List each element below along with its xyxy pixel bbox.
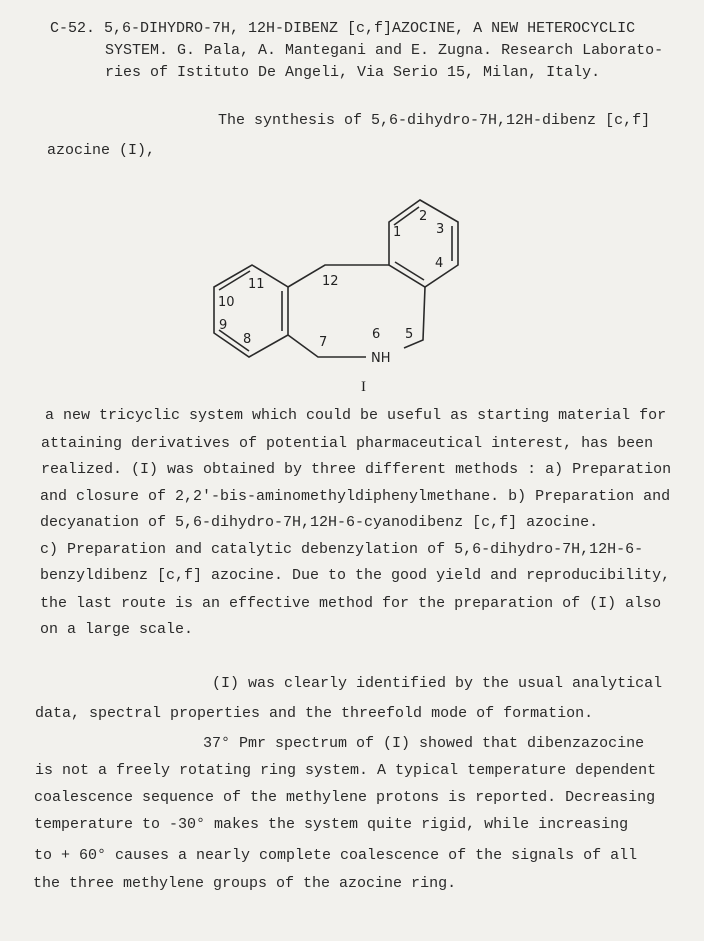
text-line: (I) was clearly identified by the usual analytical — [212, 675, 663, 692]
heading-line: ries of Istituto De Angeli, Via Serio 15, Milan, Italy. — [105, 64, 601, 81]
text-line: on a large scale. — [40, 621, 194, 638]
text-line: and closure of 2,2'-bis-aminomethyldiphenylmethane. b) Preparation and — [40, 488, 671, 505]
text-line: a new tricyclic system which could be useful as starting material for — [45, 407, 667, 424]
atom-label: 4 — [435, 256, 444, 271]
text-line: attaining derivatives of potential pharmaceutical interest, has been — [41, 435, 654, 452]
text-line: data, spectral properties and the threefold mode of formation. — [35, 705, 594, 722]
atom-label: 9 — [219, 318, 228, 333]
text-line: to + 60° causes a nearly complete coalescence of the signals of all — [34, 847, 638, 864]
atom-label: 10 — [218, 295, 235, 310]
text-line: azocine (I), — [47, 142, 156, 159]
atom-label: 5 — [405, 327, 414, 342]
text-line: The synthesis of 5,6-dihydro-7H,12H-dibenz [c,f] — [218, 112, 651, 129]
text-line: temperature to -30° makes the system quite rigid, while increasing — [34, 816, 629, 833]
text-line: c) Preparation and catalytic debenzylation of 5,6-dihydro-7H,12H-6- — [40, 541, 644, 558]
heading-line: SYSTEM. G. Pala, A. Mantegani and E. Zugna. Research Laborato- — [105, 42, 664, 59]
text-line: benzyldibenz [c,f] azocine. Due to the good yield and reproducibility, — [40, 567, 671, 584]
text-line: decyanation of 5,6-dihydro-7H,12H-6-cyanodibenz [c,f] azocine. — [40, 514, 599, 531]
text-line: realized. (I) was obtained by three different methods : a) Preparation — [41, 461, 672, 478]
atom-label: 8 — [243, 332, 252, 347]
text-line: is not a freely rotating ring system. A typical temperature dependent — [35, 762, 657, 779]
atom-label: 6 — [372, 327, 381, 342]
nh-label: NH — [371, 351, 391, 366]
text-line: coalescence sequence of the methylene protons is reported. Decreasing — [34, 789, 656, 806]
text-line: 37° Pmr spectrum of (I) showed that dibenzazocine — [203, 735, 645, 752]
text-line: the three methylene groups of the azocine ring. — [33, 875, 457, 892]
compound-caption: I — [361, 379, 366, 395]
atom-label: 11 — [248, 277, 265, 292]
atom-label: 12 — [322, 274, 339, 289]
atom-label: 3 — [436, 222, 445, 237]
text-line: the last route is an effective method for the preparation of (I) also — [40, 595, 662, 612]
atom-label: 1 — [393, 225, 402, 240]
atom-label: 2 — [419, 209, 428, 224]
atom-label: 7 — [319, 335, 328, 350]
heading-line: C-52. 5,6-DIHYDRO-7H, 12H-DIBENZ [c,f]AZOCINE, A NEW HETEROCYCLIC — [50, 20, 636, 37]
